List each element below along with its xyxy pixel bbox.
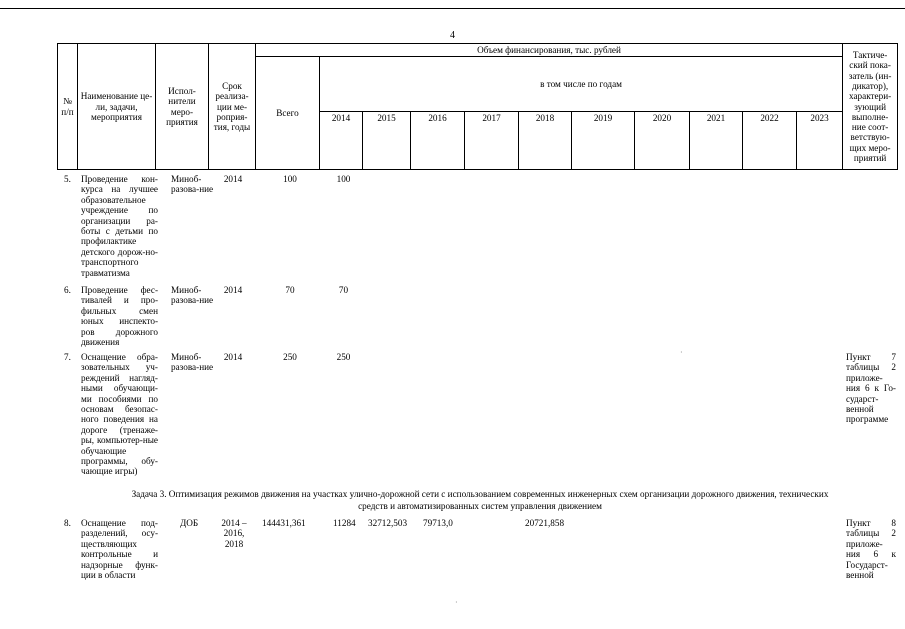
row-name: Проведение фес-тивалей и про-фильных смен юных инспекто-ров дорожного движения: [81, 285, 158, 348]
scan-speck: ·: [680, 348, 683, 357]
row-number: 5.: [64, 174, 71, 184]
header-year: 2015: [363, 112, 411, 170]
row-2014: 70: [338, 285, 349, 295]
row-total: 70: [285, 285, 295, 295]
task-heading: Задача 3. Оптимизация режимов движения на участках улично-дорожной сети с использованием современных инженерных схем организации дорожного движения, технических средств и автоматизированных систем управления движением: [131, 489, 829, 511]
header-term: Срок реализа-ции ме-роприя-тия, годы: [209, 44, 256, 170]
row-name: Оснащение под-разделений, осу-ществляющих контрольные и надзорные функ-ции в области: [81, 518, 158, 581]
row-2014: 250: [336, 352, 351, 362]
header-indicator: Тактиче-ский пока-затель (ин-дикатор), характери-зующий выполне-ние соот-ветствую-щих меро-приятий: [843, 44, 898, 170]
row-total: 250: [283, 352, 297, 362]
header-year: 2019: [572, 112, 635, 170]
scan-speck: ·: [455, 598, 458, 607]
header-finance: Объем финансирования, тыс. рублей: [256, 44, 843, 57]
header-name: Наименование це-ли, задачи, мероприятия: [78, 44, 156, 170]
row-2015: 32712,503: [368, 518, 408, 528]
header-total: Всего: [256, 57, 320, 170]
row-number: 8.: [64, 518, 71, 528]
row-total: 144431,361: [262, 518, 306, 528]
header-executor: Испол-нители меро-приятия: [156, 44, 209, 170]
header-num: № п/п: [58, 44, 78, 170]
header-year: 2016: [411, 112, 465, 170]
row-term: 2014: [223, 174, 243, 184]
page-number: 4: [450, 30, 455, 41]
row-number: 6.: [64, 285, 71, 295]
row-term: 2014: [223, 285, 243, 295]
row-executor: Миноб-разова-ние: [171, 285, 214, 306]
row-2018: 20721,858: [525, 518, 565, 528]
row-2016: 79713,0: [423, 518, 453, 528]
row-indicator: Пункт 8 таблицы 2 приложе-ния 6 к Государст-венной: [846, 518, 896, 581]
row-term: 2014: [223, 352, 243, 362]
row-term: 2014 – 2016, 2018: [221, 518, 247, 549]
header-by-years: в том числе по годам: [320, 57, 843, 112]
row-indicator: Пункт 7 таблицы 2 приложе-ния 6 к Го-сударст-венной программе: [846, 352, 896, 425]
row-executor: Миноб-разова-ние: [171, 352, 214, 373]
header-year: 2022: [743, 112, 797, 170]
header-year: 2014: [320, 112, 363, 170]
row-number: 7.: [64, 352, 71, 362]
row-2014: 11284: [333, 518, 356, 528]
header-year: 2018: [519, 112, 572, 170]
header-table: [57, 43, 898, 170]
row-total: 100: [283, 174, 297, 184]
row-executor: ДОБ: [180, 518, 199, 528]
row-executor: Миноб-разова-ние: [171, 174, 214, 195]
top-rule: [0, 8, 905, 9]
header-year: 2021: [690, 112, 743, 170]
header-year: 2017: [465, 112, 519, 170]
header-year: 2020: [635, 112, 690, 170]
row-name: Оснащение обра-зовательных уч-реждений нагляд-ными обучающи-ми пособиями по основам безопас-ного поведения на дороге (тренаже-ры, компьютер-ные обучающие программы, обу-чающие игры): [81, 352, 158, 477]
header-year: 2023: [797, 112, 843, 170]
row-name: Проведение кон-курса на лучшее образовательное учреждение по организации ра-боты с детьми по профилактике детского дорож-но-транспортного травматизма: [81, 174, 158, 278]
row-2014: 100: [336, 174, 351, 184]
